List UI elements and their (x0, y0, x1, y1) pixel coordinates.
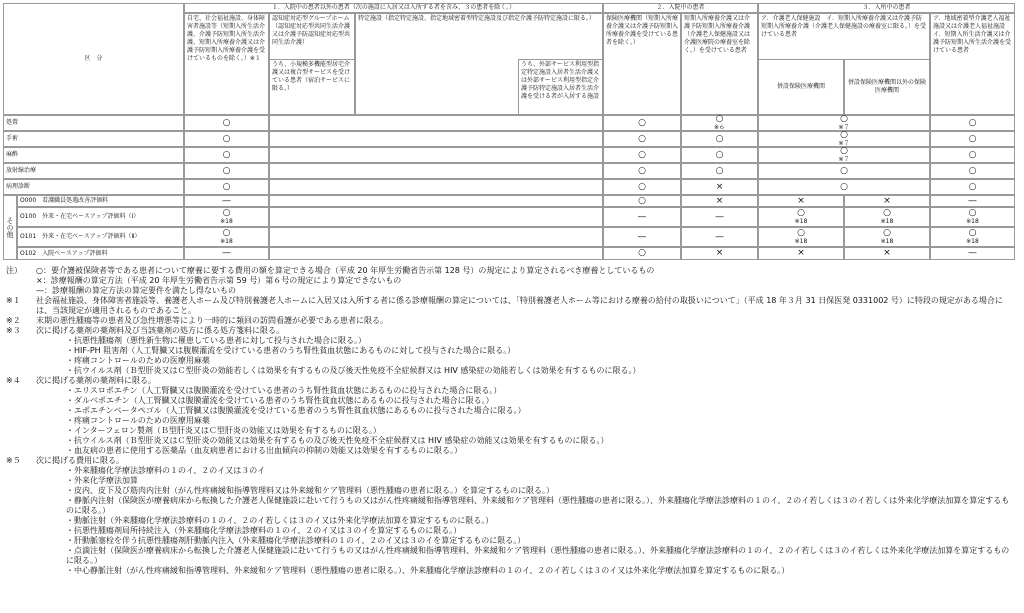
cell-note-ref: ※18 (880, 238, 894, 245)
cell-g (930, 115, 1015, 131)
note-text: ×：診療報酬の算定方法（平成 20 年厚生労働省告示第 59 号）第６号の規定により算定できないもの (36, 276, 402, 285)
cell-mark: — (715, 211, 724, 222)
cell-bc (269, 115, 603, 131)
note-text: ・静脈内注射（保険医が療養病床から転換した介護老人保健施設に赴いて行うもの又はがん性疼痛緩和指導管理料、外来緩和ケア管理料（悪性腫瘍の患者に限る。）、外来腫瘍化学療法診療料の１のイ、２のイ若しくは３のイ若しくは外来化学療法加算を算定するものに限る。） (66, 496, 1010, 515)
cell-a (184, 147, 269, 163)
note-line (6, 566, 1016, 576)
note-key (6, 436, 36, 446)
cell-e (681, 179, 758, 195)
row-label-2 (3, 147, 184, 163)
cell-bc (269, 131, 603, 147)
note-key (6, 416, 36, 426)
note-text: 次に掲げる薬剤の薬剤料及び当該薬剤の処方に係る処方箋料に限る。 (36, 326, 284, 335)
cell-mark: ○ (715, 133, 724, 144)
cell-mark: ○ (638, 165, 646, 176)
note-text: ・ダルベポエチン（人工腎臓又は腹膜灌流を受けている患者のうち腎性貧血状態にあるものに投与された場合に限る。） (66, 396, 494, 405)
row-label-text: 放射線治療 (6, 167, 37, 174)
note-key (6, 386, 36, 396)
note-key (6, 276, 36, 286)
col-b-header-text: 認知症対応型グループホーム（認知症対応型共同生活介護又は介護予防認知症対応型共同生活介護） (272, 15, 351, 46)
note-key (6, 466, 36, 476)
note-key (6, 366, 36, 376)
cell-mark: × (715, 195, 724, 206)
cell-a (184, 227, 269, 247)
cell-e (681, 163, 758, 179)
cell-f1 (758, 227, 844, 247)
note-key (6, 516, 36, 526)
note-text: —：診療報酬の算定方法の算定要件を満たし得ないもの (36, 286, 236, 295)
note-text: ・点滴注射（保険医が療養病床から転換した介護老人保健施設に赴いて行うもの又はがん性疼痛緩和指導管理料、外来緩和ケア管理料（悪性腫瘍の患者に限る。）、外来腫瘍化学療法診療料の１のイ、２のイ若しくは３のイ若しくは外来化学療法加算を算定するものに限る。） (66, 546, 1010, 565)
billing-table (3, 3, 1015, 260)
cell-bc (269, 163, 603, 179)
note-line (6, 476, 1016, 486)
note-text: ・血友病の患者に使用する医薬品（血友病患者における出血傾向の抑制の効能又は効果を有するものに限る。） (66, 446, 462, 455)
col-e-header-text: 短期入所療養介護又は介護予防短期入所療養介護（介護老人保健施設又は介護医療院の療養室を除く。）を受けている患者 (684, 15, 751, 54)
cell-mark: ○ (715, 149, 724, 160)
note-line (6, 416, 1016, 426)
cell-d (603, 131, 681, 147)
note-line (6, 356, 1016, 366)
cell-note-ref: ※７ (838, 140, 850, 147)
cell-mark: — (968, 248, 977, 258)
cell-mark: — (968, 195, 977, 206)
cell-mark: ○ (968, 228, 977, 238)
col-a-header (184, 13, 269, 115)
col-f-sub1-text: 併設保険医療機関 (776, 83, 825, 90)
cell-g (930, 207, 1015, 227)
cell-mark: ○ (638, 149, 646, 160)
note-key (6, 396, 36, 406)
cell-mark: × (797, 195, 805, 206)
note-text: 次に掲げる費用に限る。 (36, 456, 124, 465)
cell-f (758, 131, 930, 147)
other-label-text: その他 (6, 217, 14, 238)
note-key (6, 526, 36, 536)
note-text: ・抗悪性腫瘍剤局所持続注入（外来腫瘍化学療法診療料の１のイ、２のイ又は３のイを算定するものに限る。） (66, 526, 462, 535)
other-row-label-text: O102 入院ベースアップ評価料 (20, 249, 108, 257)
col-f-header-text: ア．介護老人保健施設 イ．短期入所療養介護又は介護予防短期入所療養介護（介護老人保健施設の療養室に限る。）を受けている患者 (761, 15, 927, 38)
other-row-label-2 (17, 227, 184, 247)
cell-mark: ○ (883, 208, 891, 218)
note-key: ※３ (6, 326, 21, 335)
cell-e (681, 147, 758, 163)
cell-mark: ○ (638, 117, 646, 128)
col-c-sub (518, 59, 603, 115)
cell-note-ref: ※18 (966, 218, 979, 225)
cell-e (681, 227, 758, 247)
note-text: 末期の悪性腫瘍等の患者及び急性増悪等により一時的に頻回の訪問看護が必要である患者に限る。 (36, 316, 388, 325)
note-line (6, 346, 1016, 356)
other-row-label-1 (17, 207, 184, 227)
cell-mark: ○ (968, 117, 977, 128)
notes-section (6, 266, 1016, 576)
note-text: ・疼痛コントロールのための医療用麻薬 (66, 416, 210, 425)
cell-f (758, 115, 930, 131)
row-label-3 (3, 163, 184, 179)
corner-cell (3, 3, 184, 115)
cell-g (930, 147, 1015, 163)
cell-mark: ○ (968, 149, 977, 160)
row-label-0 (3, 115, 184, 131)
header-group-3: ３．入所中の患者 (758, 3, 1015, 13)
cell-mark: ○ (222, 133, 231, 144)
note-line (6, 426, 1016, 436)
cell-mark: ○ (222, 228, 231, 238)
cell-mark: ○ (715, 165, 724, 176)
cell-d (603, 163, 681, 179)
note-key (6, 476, 36, 486)
cell-g (930, 247, 1015, 260)
row-label-1 (3, 131, 184, 147)
cell-bc (269, 179, 603, 195)
header-group-2: ２．入院中の患者 (603, 3, 758, 13)
cell-a (184, 163, 269, 179)
cell-a (184, 195, 269, 207)
cell-mark: × (883, 248, 891, 258)
notes-first-line: ○：要介護被保険者等である患者について療養に要する費用の額を算定できる場合（平成 20 年厚生労働省告示第 128 号）の規定により算定されるべき療養としているもの (36, 266, 655, 275)
cell-mark: × (883, 195, 891, 206)
note-line (6, 466, 1016, 476)
col-a-header-text: 自宅、社会福祉施設、身体障害者施設等（短期入所生活介護、介護予防短期入所生活介護、短期入所療養介護又は介護予防短期入所療養介護を受けているものを除く。）※１ (187, 15, 266, 62)
row-label-4 (3, 179, 184, 195)
note-text: ・抗ウイルス剤（Ｂ型肝炎又はＣ型肝炎の効能若しくは効果を有するもの及び後天性免疫不全症候群又は HIV 感染症の効能若しくは効果を有するものに限る。） (66, 366, 641, 375)
note-line (6, 316, 1016, 326)
cell-mark: ○ (840, 114, 848, 124)
cell-d (603, 227, 681, 247)
cell-mark: — (222, 248, 231, 258)
cell-a (184, 247, 269, 260)
cell-mark: ○ (222, 208, 231, 218)
cell-mark: ○ (968, 165, 977, 176)
col-g-header (930, 13, 1015, 115)
note-text: ・外来化学療法加算 (66, 476, 138, 485)
note-line (6, 296, 1016, 316)
cell-mark: ○ (840, 165, 848, 176)
other-row-label-text: O000 看護職員処遇改善評価料 (20, 197, 109, 204)
note-text: ・インターフェロン製剤（Ｂ型肝炎又はＣ型肝炎の効能又は効果を有するものに限る。） (66, 426, 381, 435)
cell-mark: ○ (638, 133, 646, 144)
row-label-text: 手術 (6, 135, 19, 142)
note-key (6, 566, 36, 576)
col-d-header (603, 13, 681, 115)
cell-mark: — (637, 211, 647, 222)
cell-note-ref: ※６ (713, 124, 726, 131)
cell-mark: ○ (840, 130, 848, 140)
cell-note-ref: ※７ (838, 156, 850, 163)
cell-e (681, 131, 758, 147)
cell-f (758, 147, 930, 163)
other-row-label-text: O100 外来・在宅ベースアップ評価料（Ⅰ） (20, 213, 140, 220)
note-line (6, 406, 1016, 416)
note-text: ・抗ウイルス剤（Ｂ型肝炎又はＣ型肝炎の効能又は効果を有するもの及び後天性免疫不全症候群又は HIV 感染症の効能又は効果を有するものに限る。） (66, 436, 609, 445)
note-key: ※５ (6, 456, 21, 465)
cell-mark: — (222, 195, 231, 206)
note-line (6, 496, 1016, 516)
cell-mark: ○ (715, 114, 724, 124)
note-text: ・動脈注射（外来腫瘍化学療法診療料の１のイ、２のイ若しくは３のイ又は外来化学療法加算を算定するものに限る。） (66, 516, 494, 525)
col-c-header-text: 特定施設（指定特定施設、指定地域密着型特定施設及び指定介護予防特定施設に限る。） (358, 15, 596, 22)
note-key (6, 286, 36, 296)
note-key (6, 546, 36, 566)
col-a-sub (269, 59, 355, 115)
cell-e (681, 207, 758, 227)
note-line (6, 516, 1016, 526)
cell-d (603, 207, 681, 227)
cell-d (603, 195, 681, 207)
cell-mark: ○ (222, 181, 231, 192)
note-text: ・抗悪性腫瘍剤（悪性新生物に罹患している患者に対して投与された場合に限る。） (66, 336, 366, 345)
note-key (6, 336, 36, 346)
cell-f1 (758, 247, 844, 260)
cell-bc (269, 207, 603, 227)
cell-a (184, 115, 269, 131)
col-a-sub-text: うち、小規模多機能型居宅介護又は複合型サービスを受けている患者（宿泊サービスに限る。） (272, 61, 351, 92)
cell-f2 (844, 227, 930, 247)
cell-f2 (844, 195, 930, 207)
notes-head-key: 注） (6, 266, 22, 275)
cell-d (603, 247, 681, 260)
row-label-text: 病理診断 (6, 183, 31, 190)
cell-bc (269, 247, 603, 260)
cell-g (930, 227, 1015, 247)
cell-mark: ○ (222, 149, 231, 160)
cell-note-ref: ※７ (838, 124, 850, 131)
note-line (6, 436, 1016, 446)
note-key (6, 496, 36, 516)
cell-e (681, 247, 758, 260)
row-label-text: 処置 (6, 119, 19, 126)
note-key (6, 486, 36, 496)
note-line (6, 276, 1016, 286)
note-key (6, 426, 36, 436)
note-text: ・HIF-PH 阻害剤（人工腎臓又は腹膜灌流を受けている患者のうち腎性貧血状態にあるものに対して投与された場合に限る。） (66, 346, 516, 355)
cell-e (681, 195, 758, 207)
note-key: ※４ (6, 376, 21, 385)
cell-mark: × (715, 181, 724, 192)
note-key (6, 356, 36, 366)
cell-note-ref: ※18 (966, 238, 979, 245)
cell-mark: ○ (638, 195, 646, 206)
cell-f1 (758, 195, 844, 207)
cell-d (603, 147, 681, 163)
cell-bc (269, 147, 603, 163)
note-line (6, 376, 1016, 386)
col-g-header-text: ア．地域密着型介護老人福祉施設又は介護老人福祉施設 イ．短期入所生活介護又は介護予防短期入所生活介護を受けている患者 (933, 15, 1012, 54)
cell-a (184, 179, 269, 195)
row-label-text: 麻酔 (6, 151, 19, 158)
note-line (6, 546, 1016, 566)
cell-mark: ○ (638, 248, 646, 258)
header-group-1: １．入院中の患者以外の患者（次の施設に入居又は入所する者を含み、３の患者を除く。） (184, 3, 603, 13)
note-line (6, 366, 1016, 376)
cell-mark: × (797, 248, 805, 258)
note-key: ※２ (6, 316, 21, 325)
cell-mark: — (715, 231, 724, 242)
notes-head-row (6, 266, 1016, 276)
note-line (6, 386, 1016, 396)
col-c-sub-text: うち、外部サービス利用型指定特定施設入居者生活介護又は外部サービス利用型指定介護予防特定施設入居者生活介護を受ける者が入居する施設 (521, 61, 600, 100)
note-text: ・疼痛コントロールのための医療用麻薬 (66, 356, 210, 365)
note-key (6, 536, 36, 546)
cell-note-ref: ※18 (794, 238, 808, 245)
cell-mark: — (637, 231, 647, 242)
cell-mark: ○ (222, 165, 231, 176)
cell-mark: ○ (883, 228, 891, 238)
note-line (6, 286, 1016, 296)
note-key: ※１ (6, 296, 21, 305)
note-text: ・外来腫瘍化学療法診療料の１のイ、２のイ又は３のイ (66, 466, 266, 475)
notes-list (6, 276, 1016, 576)
cell-f2 (844, 247, 930, 260)
corner-label: 区 分 (84, 55, 103, 62)
cell-note-ref: ※18 (794, 218, 808, 225)
note-text: ・中心静脈注射（がん性疼痛緩和指導管理料、外来緩和ケア管理料（悪性腫瘍の患者に限る。）、外来腫瘍化学療法診療料の１のイ、２のイ若しくは３のイ又は外来化学療法加算を算定するものに限る。） (66, 566, 790, 575)
cell-bc (269, 195, 603, 207)
note-text: ・エリスロポエチン（人工腎臓又は腹膜灌流を受けている患者のうち腎性貧血状態にあるものに投与された場合に限る。） (66, 386, 502, 395)
other-row-label-3 (17, 247, 184, 260)
note-text: ・皮内、皮下及び筋肉内注射（がん性疼痛緩和指導管理料又は外来緩和ケア管理料（悪性腫瘍の患者に限る。）を算定するものに限る。） (66, 486, 554, 495)
note-line (6, 456, 1016, 466)
note-line (6, 396, 1016, 406)
col-e-header (681, 13, 758, 115)
note-line (6, 536, 1016, 546)
note-key (6, 446, 36, 456)
note-line (6, 326, 1016, 336)
cell-f1 (758, 207, 844, 227)
note-line (6, 486, 1016, 496)
cell-bc (269, 227, 603, 247)
cell-g (930, 163, 1015, 179)
cell-mark: ○ (797, 228, 805, 238)
cell-g (930, 179, 1015, 195)
note-text: ・エポエチンベータペゴル（人工腎臓又は腹膜灌流を受けている患者のうち腎性貧血状態にあるものに投与された場合に限る。） (66, 406, 526, 415)
note-key (6, 406, 36, 416)
note-text: 次に掲げる薬剤の薬剤料に限る。 (36, 376, 156, 385)
cell-mark: ○ (797, 208, 805, 218)
col-f-sub2 (844, 59, 930, 115)
cell-g (930, 131, 1015, 147)
note-line (6, 526, 1016, 536)
cell-mark: × (715, 248, 724, 258)
cell-f (758, 179, 930, 195)
other-group-label (3, 195, 17, 260)
cell-d (603, 179, 681, 195)
cell-a (184, 131, 269, 147)
cell-f2 (844, 207, 930, 227)
cell-mark: ○ (968, 133, 977, 144)
note-line (6, 336, 1016, 346)
note-text: ・肝動脈塞栓を伴う抗悪性腫瘍剤肝動脈内注入（外来腫瘍化学療法診療料の１のイ、２のイ又は３のイを算定するものに限る。） (66, 536, 526, 545)
cell-g (930, 195, 1015, 207)
cell-f (758, 163, 930, 179)
other-row-label-text: O101 外来・在宅ベースアップ評価料（Ⅱ） (20, 233, 141, 240)
cell-mark: ○ (222, 117, 231, 128)
cell-mark: ○ (968, 181, 977, 192)
cell-d (603, 115, 681, 131)
cell-note-ref: ※18 (220, 238, 233, 245)
note-line (6, 446, 1016, 456)
cell-e (681, 115, 758, 131)
other-row-label-0 (17, 195, 184, 207)
col-f-sub1 (758, 59, 844, 115)
cell-mark: ○ (840, 146, 848, 156)
note-key (6, 346, 36, 356)
cell-mark: ○ (968, 208, 977, 218)
cell-a (184, 207, 269, 227)
cell-note-ref: ※18 (220, 218, 233, 225)
cell-mark: ○ (840, 181, 848, 192)
col-d-header-text: 保険医療機関（短期入所療養介護又は介護予防短期入所療養介護を受けている患者を除く。） (606, 15, 679, 46)
note-text: 社会福祉施設、身体障害者施設等、養護老人ホーム及び特別養護老人ホームに入居又は入所する者に係る診療報酬の算定については、「特別養護老人ホーム等における療養の給付の取扱いについて」（平成 18 年３月 31 日保医発 0331002 号）に特段の規定がある場合には、当該規定が適用されるものであること。 (36, 296, 1003, 315)
col-f-sub2-text: 併設保険医療機関以外の保険医療機関 (847, 79, 926, 94)
cell-note-ref: ※18 (880, 218, 894, 225)
cell-mark: ○ (638, 181, 646, 192)
